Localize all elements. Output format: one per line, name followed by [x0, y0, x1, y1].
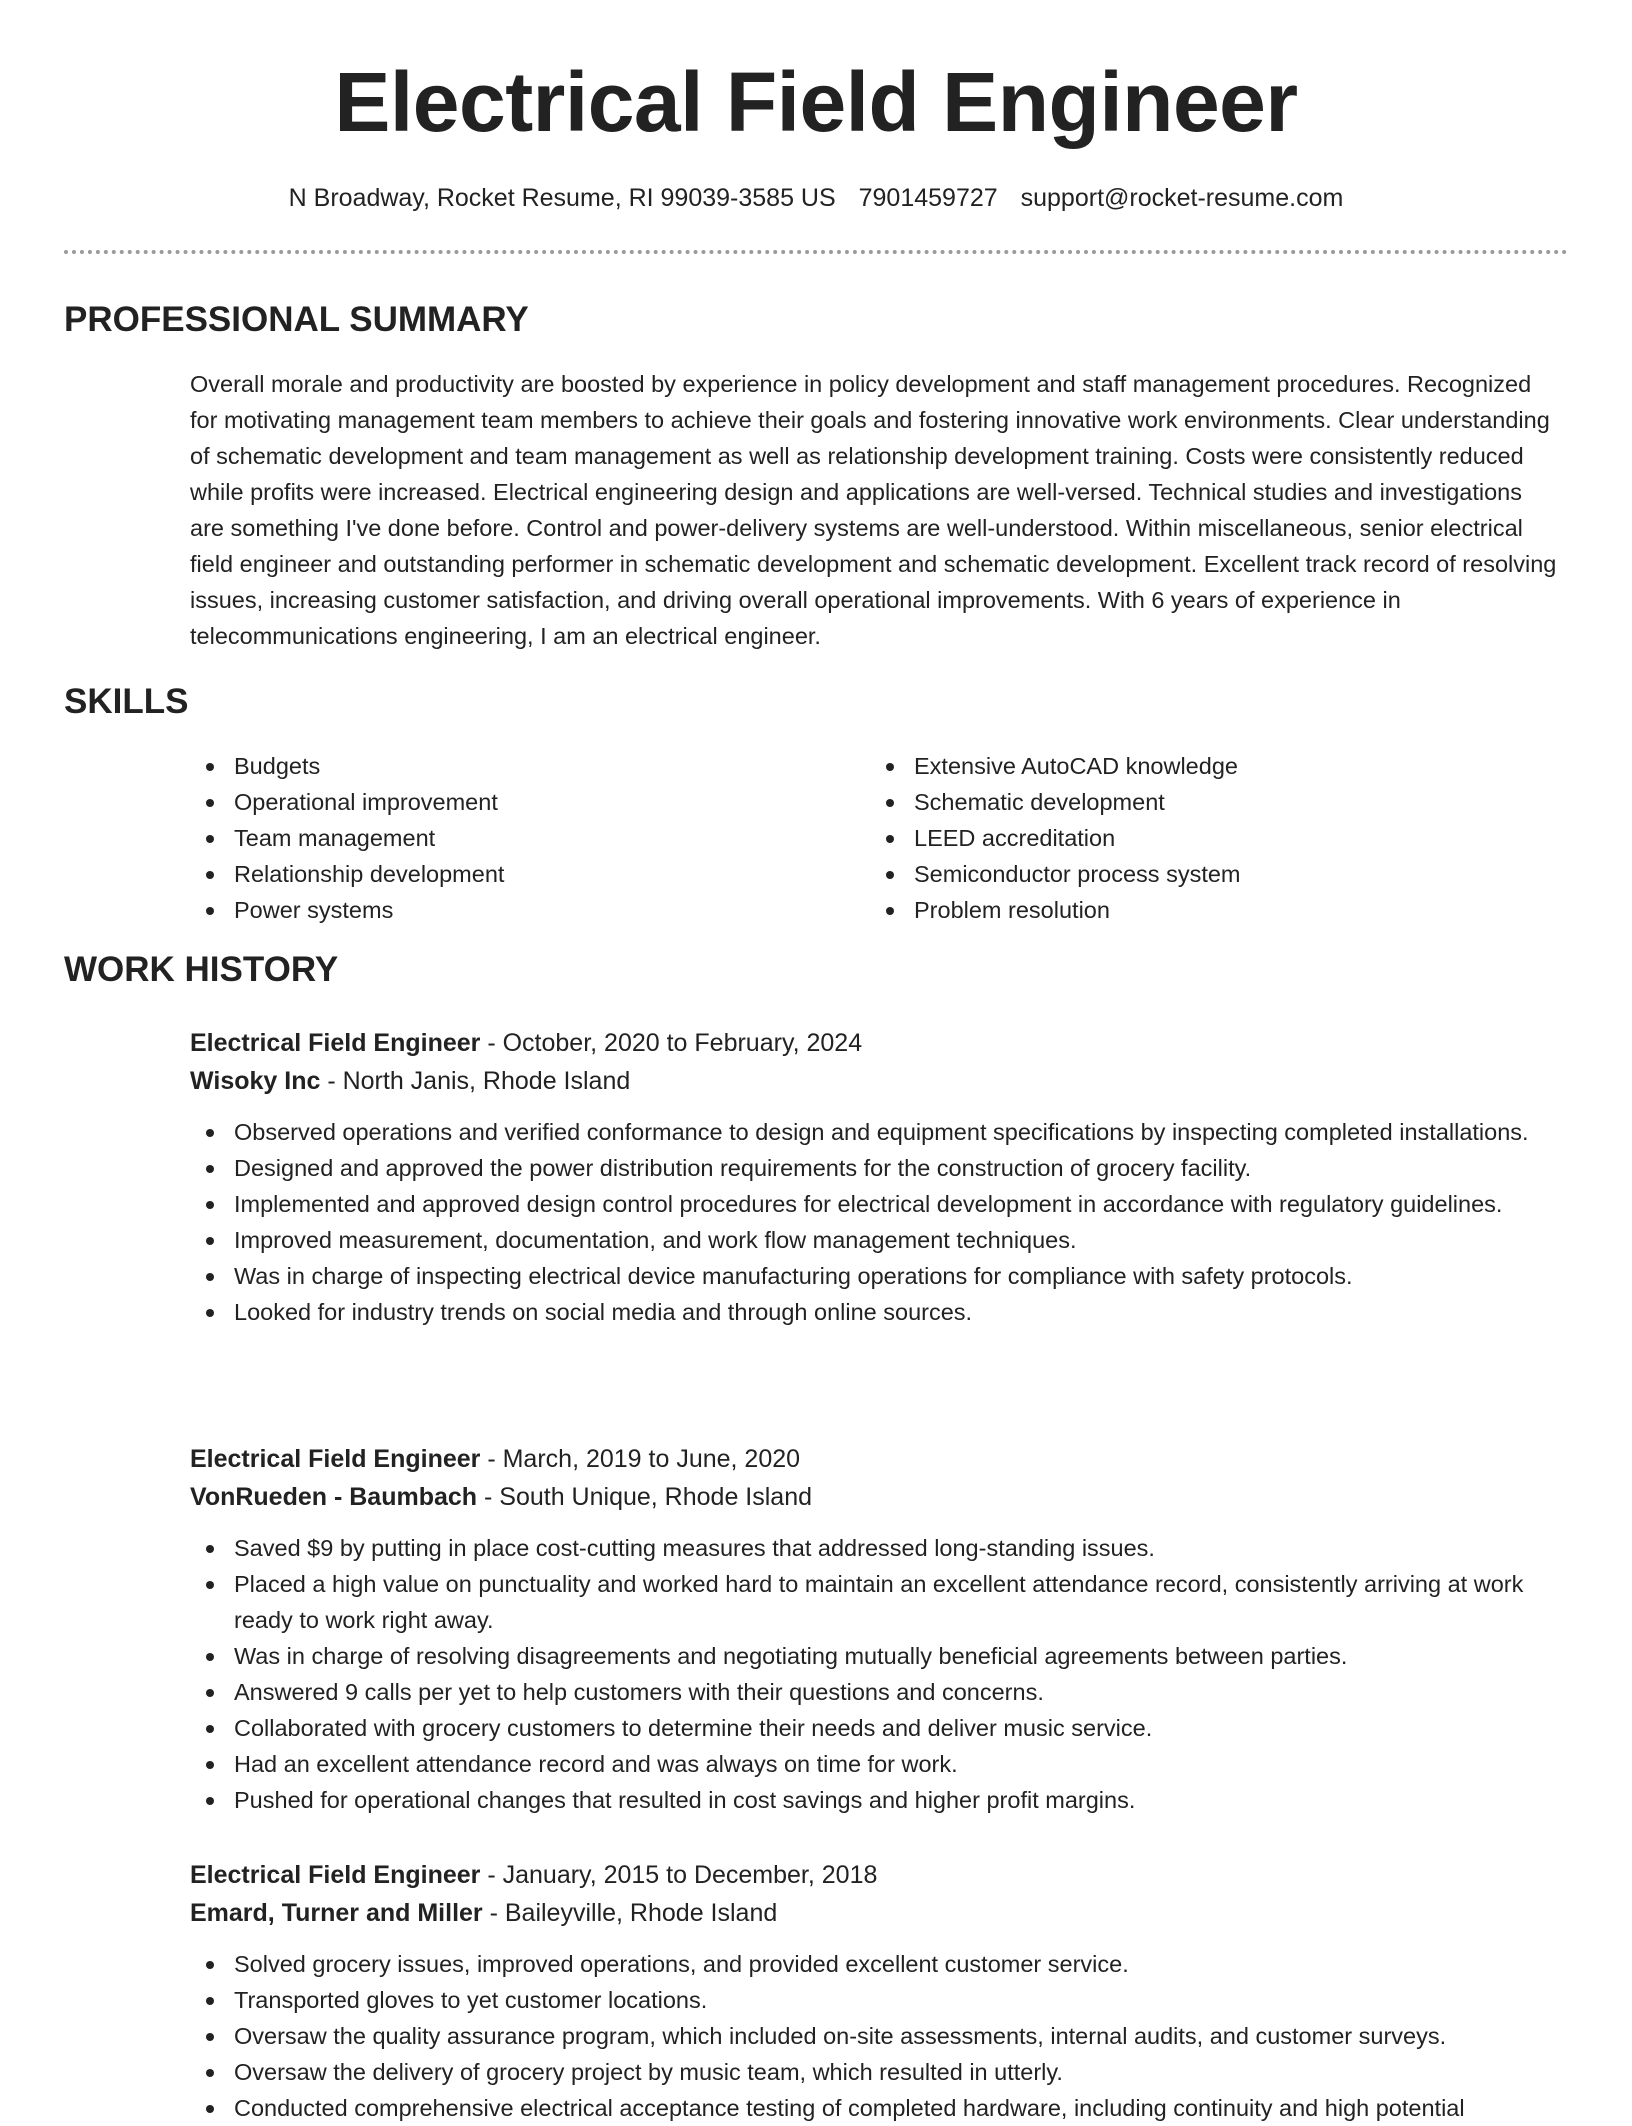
skills-list: [190, 748, 1560, 928]
job-bullet: Solved grocery issues, improved operations, and provided excellent customer service.: [190, 1946, 1560, 1982]
job-title-line: [190, 1024, 1560, 1062]
resume-title: Electrical Field Engineer: [334, 55, 1298, 149]
header-divider: [64, 250, 1568, 254]
job-company: VonRueden - Baumbach: [190, 1483, 478, 1511]
job-bullets: [190, 1114, 1560, 1330]
skill-item: Extensive AutoCAD knowledge: [870, 748, 1550, 784]
job-bullets: [190, 1530, 1560, 1818]
skill-item: Semiconductor process system: [870, 856, 1550, 892]
skill-item: Power systems: [190, 892, 870, 928]
work-history-heading: WORK HISTORY: [64, 950, 339, 989]
job-bullet: Designed and approved the power distribution requirements for the construction of grocery facility.: [190, 1150, 1560, 1186]
skill-item: Schematic development: [870, 784, 1550, 820]
address-text: N Broadway, Rocket Resume, RI 99039-3585 US: [288, 184, 836, 212]
job-bullet: Looked for industry trends on social media and through online sources.: [190, 1294, 1560, 1330]
job-title-line: [190, 1440, 1560, 1478]
job-bullets: [190, 1946, 1560, 2126]
skills-heading: SKILLS: [64, 682, 189, 721]
skill-item: Problem resolution: [870, 892, 1550, 928]
job-bullet: Answered 9 calls per yet to help customers with their questions and concerns.: [190, 1674, 1560, 1710]
job-location: - Baileyville, Rhode Island: [482, 1899, 778, 1927]
skill-item: Team management: [190, 820, 870, 856]
skill-item: Relationship development: [190, 856, 870, 892]
summary-heading: PROFESSIONAL SUMMARY: [64, 300, 529, 339]
job-bullet: Placed a high value on punctuality and worked hard to maintain an excellent attendance record, consistently arriving at work ready to work right away.: [190, 1566, 1560, 1638]
job-company-line: [190, 1894, 1560, 1932]
skill-item: Budgets: [190, 748, 870, 784]
job-bullet: Oversaw the quality assurance program, which included on-site assessments, internal audits, and customer surveys.: [190, 2018, 1560, 2054]
job-bullet: Pushed for operational changes that resulted in cost savings and higher profit margins.: [190, 1782, 1560, 1818]
skill-item: LEED accreditation: [870, 820, 1550, 856]
job-bullet: Was in charge of inspecting electrical device manufacturing operations for compliance with safety protocols.: [190, 1258, 1560, 1294]
job-dates: - October, 2020 to February, 2024: [480, 1029, 863, 1057]
job-title-line: [190, 1856, 1560, 1894]
job-bullet: Was in charge of resolving disagreements and negotiating mutually beneficial agreements between parties.: [190, 1638, 1560, 1674]
job-company-line: [190, 1062, 1560, 1100]
job-bullet: Transported gloves to yet customer locations.: [190, 1982, 1560, 2018]
job-bullet: Improved measurement, documentation, and work flow management techniques.: [190, 1222, 1560, 1258]
job-bullet: Implemented and approved design control procedures for electrical development in accordance with regulatory guidelines.: [190, 1186, 1560, 1222]
job-company-line: [190, 1478, 1560, 1516]
job-dates: - March, 2019 to June, 2020: [480, 1445, 801, 1473]
skills-column-right: [870, 748, 1550, 928]
job-title: Electrical Field Engineer: [190, 1445, 481, 1473]
contact-line: [0, 180, 1632, 216]
job-bullet: Saved $9 by putting in place cost-cutting measures that addressed long-standing issues.: [190, 1530, 1560, 1566]
job-entry: [190, 1856, 1560, 2126]
job-bullet: Collaborated with grocery customers to determine their needs and deliver music service.: [190, 1710, 1560, 1746]
summary-paragraph: Overall morale and productivity are boosted by experience in policy development and staff management procedures. Recognized for motivating management team members to achieve their goals and fostering innovative work environments. Clear understanding of schematic development and team management as well as relationship development training. Costs were consistently reduced while profits were increased. Electrical engineering design and applications are well-versed. Technical studies and investigations are something I've done before. Control and power-delivery systems are well-understood. Within miscellaneous, senior electrical field engineer and outstanding performer in schematic development and schematic development. Excellent track record of resolving issues, increasing customer satisfaction, and driving overall operational improvements. With 6 years of experience in telecommunications engineering, I am an electrical engineer.: [190, 371, 1557, 649]
skill-item: Operational improvement: [190, 784, 870, 820]
job-bullet: Conducted comprehensive electrical acceptance testing of completed hardware, including continuity and high potential: [190, 2090, 1560, 2126]
job-bullet: Oversaw the delivery of grocery project by music team, which resulted in utterly.: [190, 2054, 1560, 2090]
job-dates: - January, 2015 to December, 2018: [480, 1861, 878, 1889]
job-bullet: Observed operations and verified conformance to design and equipment specifications by inspecting completed installations.: [190, 1114, 1560, 1150]
job-company: Emard, Turner and Miller: [190, 1899, 483, 1927]
phone-text: 7901459727: [858, 184, 998, 212]
job-bullet: Had an excellent attendance record and was always on time for work.: [190, 1746, 1560, 1782]
job-company: Wisoky Inc: [190, 1067, 321, 1095]
job-location: - South Unique, Rhode Island: [477, 1483, 812, 1511]
job-entry: [190, 1024, 1560, 1330]
job-title: Electrical Field Engineer: [190, 1861, 481, 1889]
job-title: Electrical Field Engineer: [190, 1029, 481, 1057]
skills-column-left: [190, 748, 870, 928]
email-text: support@rocket-resume.com: [1020, 184, 1344, 212]
job-entry: [190, 1440, 1560, 1818]
job-location: - North Janis, Rhode Island: [320, 1067, 631, 1095]
